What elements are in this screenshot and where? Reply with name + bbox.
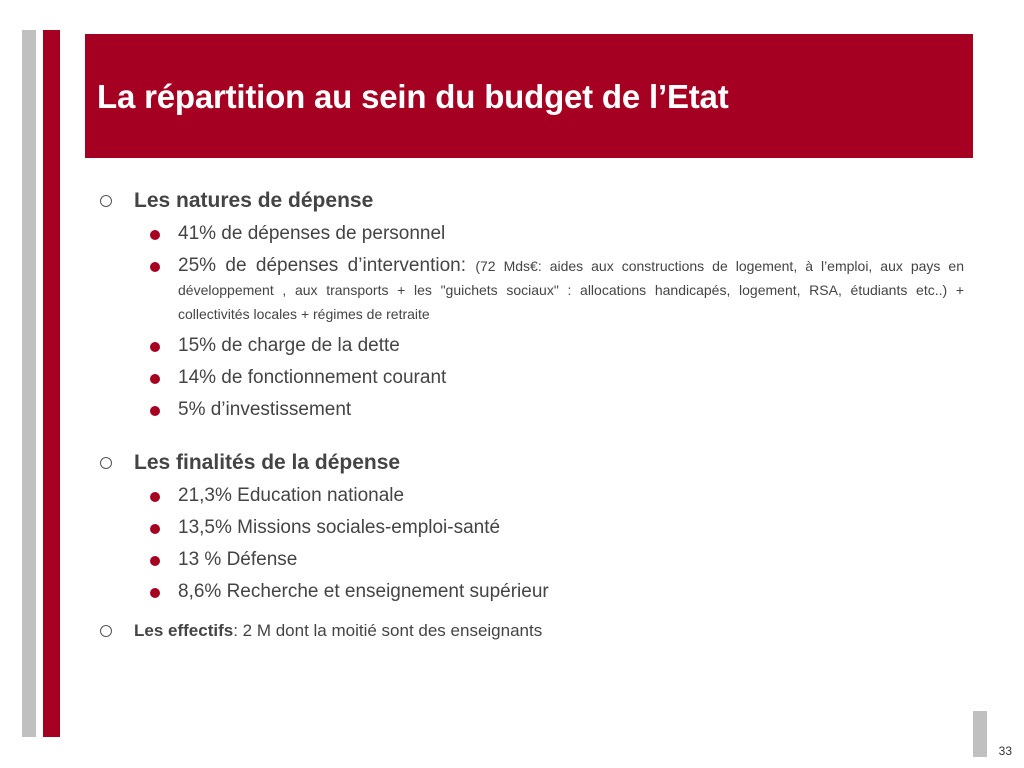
list-item-text: 15% de charge de la dette	[178, 335, 400, 356]
hollow-circle-bullet-icon	[100, 625, 112, 637]
list-item-text: 21,3% Education nationale	[178, 485, 405, 506]
red-dot-bullet-icon	[150, 342, 160, 352]
left-red-bar	[43, 30, 60, 737]
section-effectifs-text: : 2 M dont la moitié sont des enseignants	[233, 621, 543, 640]
list-item	[98, 512, 964, 544]
red-dot-bullet-icon	[150, 406, 160, 416]
section-finalites-heading	[98, 446, 964, 480]
list-item-text: 14% de fonctionnement courant	[178, 367, 447, 388]
red-dot-bullet-icon	[150, 556, 160, 566]
list-item	[98, 250, 964, 330]
list-item-text: 41% de dépenses de personnel	[178, 223, 446, 244]
red-dot-bullet-icon	[150, 374, 160, 384]
section-heading-text: Les finalités de la dépense	[134, 451, 401, 474]
list-item-text: 13 % Défense	[178, 549, 298, 570]
page-number: 33	[998, 744, 1012, 758]
list-item	[98, 394, 964, 426]
list-item-text: 5% d’investissement	[178, 399, 352, 420]
corner-grey-bar	[973, 711, 987, 757]
title-band	[85, 34, 973, 158]
hollow-circle-bullet-icon	[100, 457, 112, 469]
slide-content	[98, 184, 964, 646]
list-item	[98, 330, 964, 362]
list-item	[98, 480, 964, 512]
list-item-detail: (72 Mds€: aides aux constructions de logement, à l’emploi, aux pays en développement , aux transports + les "guichets sociaux" : allocations handicapés, logement, RSA, étudiants etc..) + collectivités locales + régimes de retraite	[178, 258, 964, 322]
section-natures-heading	[98, 184, 964, 218]
section-effectifs-label: Les effectifs	[134, 621, 234, 640]
list-item	[98, 218, 964, 250]
hollow-circle-bullet-icon	[100, 195, 112, 207]
red-dot-bullet-icon	[150, 524, 160, 534]
slide-title: La répartition au sein du budget de l’Etat	[97, 78, 729, 115]
red-dot-bullet-icon	[150, 230, 160, 240]
red-dot-bullet-icon	[150, 262, 160, 272]
section-effectifs	[98, 616, 964, 646]
section-heading-text: Les natures de dépense	[134, 189, 374, 212]
red-dot-bullet-icon	[150, 492, 160, 502]
red-dot-bullet-icon	[150, 588, 160, 598]
list-item-text: 13,5% Missions sociales-emploi-santé	[178, 517, 501, 538]
list-item	[98, 362, 964, 394]
list-item	[98, 576, 964, 608]
list-item-text: 8,6% Recherche et enseignement supérieur	[178, 581, 549, 602]
list-item	[98, 544, 964, 576]
left-grey-bar	[22, 30, 36, 737]
list-item-text: 25% de dépenses d’intervention:	[178, 255, 476, 276]
